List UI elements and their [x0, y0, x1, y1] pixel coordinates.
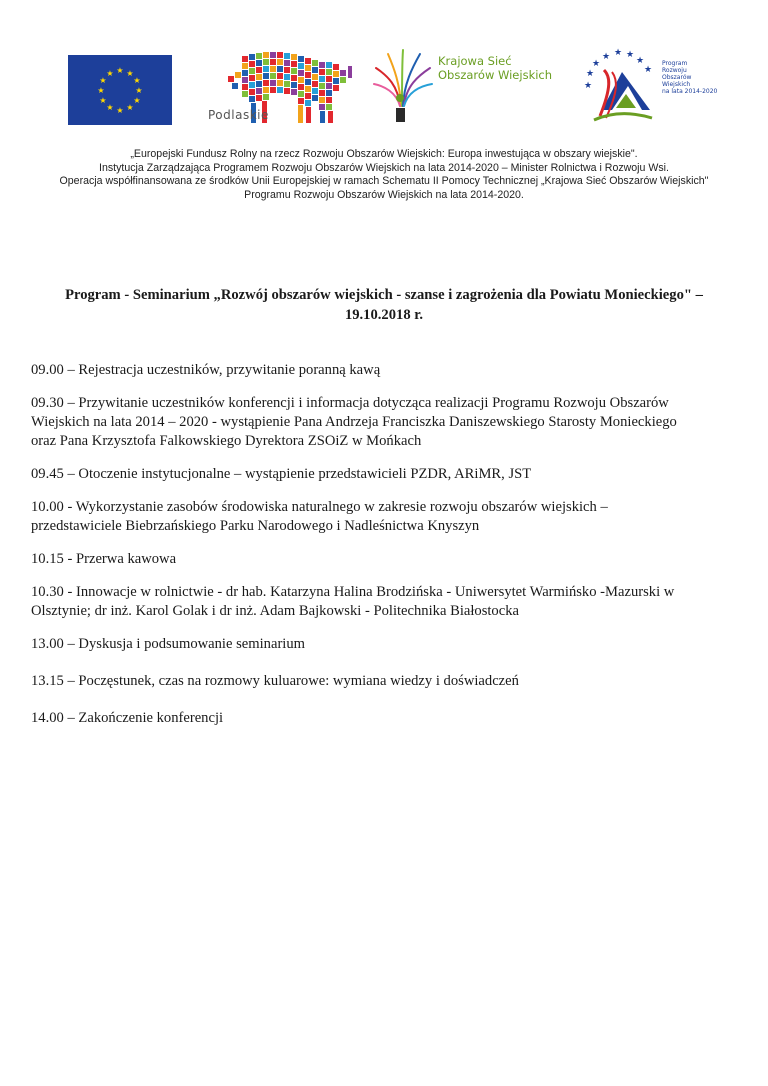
ksow-line-1: Krajowa Sieć	[438, 54, 512, 68]
podlaskie-label: Podlaskie	[208, 108, 269, 122]
document-title	[0, 285, 768, 325]
svg-text:★: ★	[583, 81, 593, 91]
ksow-tree-icon	[370, 46, 436, 130]
svg-text:★: ★	[106, 103, 114, 112]
funding-notice	[0, 148, 768, 202]
svg-text:★: ★	[585, 69, 595, 79]
svg-text:★: ★	[133, 96, 141, 105]
ksow-label	[438, 54, 552, 82]
agenda-item: 13.15 – Poczęstunek, czas na rozmowy kuluarowe: wymiana wiedzy i doświadczeń	[31, 673, 519, 689]
ksow-logo	[370, 46, 570, 130]
prow-line-5: na lata 2014-2020	[662, 88, 718, 95]
svg-text:★: ★	[126, 69, 134, 78]
agenda-item: 10.30 - Innowacje w rolnictwie - dr hab. Katarzyna Halina Brodzińska - Uniwersytet Warmińsko -Mazurski w Olsztynie; dr inż. Karol Golak i dr inż. Adam Bajkowski - Politechnika Białostocka	[31, 584, 675, 619]
agenda-list	[31, 361, 743, 728]
prow-line-2: Rozwoju	[662, 67, 687, 74]
svg-text:★: ★	[126, 103, 134, 112]
logo-bar	[0, 0, 768, 140]
funding-line-3: Operacja współfinansowana ze środków Unii Europejskiej w ramach Schematu II Pomocy Technicznej „Krajowa Sieć Obszarów Wiejskich"	[59, 175, 709, 187]
funding-line-2: Instytucja Zarządzająca Programem Rozwoju Obszarów Wiejskich na lata 2014-2020 – Minister Rolnictwa i Rozwoju Wsi.	[99, 161, 669, 174]
prow-label	[662, 60, 717, 95]
ksow-line-2: Obszarów Wiejskich	[438, 68, 553, 82]
svg-text:★: ★	[116, 106, 124, 115]
prow-line-1: Program	[662, 60, 688, 67]
svg-text:★: ★	[643, 65, 653, 75]
agenda-item: 10.00 - Wykorzystanie zasobów środowiska naturalnego w zakresie rozwoju obszarów wiejskich – przedstawiciele Biebrzańskiego Parku Narodowego i Nadleśnictwa Knyszyn	[31, 499, 608, 534]
funding-line-4: Programu Rozwoju Obszarów Wiejskich na lata 2014-2020.	[244, 188, 524, 201]
svg-text:★: ★	[116, 66, 124, 75]
svg-text:★: ★	[625, 50, 635, 60]
agenda-item: 09.30 – Przywitanie uczestników konferencji i informacja dotycząca realizacji Programu Rozwoju Obszarów Wiejskich na lata 2014 – 2020 - wystąpienie Pana Andrzeja Franciszka Daniszewskiego Starosty Monieckiego oraz Pana Krzysztofa Falkowskiego Dyrektora ZSOiZ w Mońkach	[31, 395, 677, 449]
svg-text:★: ★	[97, 86, 105, 95]
svg-text:★: ★	[99, 76, 107, 85]
svg-text:★: ★	[601, 52, 611, 62]
svg-text:★: ★	[106, 69, 114, 78]
eu-flag-logo	[68, 55, 172, 125]
prow-emblem-icon	[582, 46, 662, 130]
agenda-item: 14.00 – Zakończenie konferencji	[31, 710, 224, 726]
prow-logo	[582, 46, 722, 130]
svg-text:★: ★	[635, 56, 645, 66]
agenda-item: 09.00 – Rejestracja uczestników, przywitanie poranną kawą	[31, 362, 381, 378]
svg-text:★: ★	[99, 96, 107, 105]
title-line-2: 19.10.2018 r.	[344, 307, 424, 323]
svg-text:★: ★	[135, 86, 143, 95]
eu-stars-icon	[68, 55, 172, 125]
svg-text:★: ★	[613, 48, 623, 58]
funding-line-1: „Europejski Fundusz Rolny na rzecz Rozwoju Obszarów Wiejskich: Europa inwestująca w obszary wiejskie".	[130, 148, 638, 160]
podlaskie-logo	[202, 46, 360, 130]
prow-line-4: Wiejskich	[662, 81, 691, 88]
svg-text:★: ★	[591, 59, 601, 69]
svg-text:★: ★	[133, 76, 141, 85]
title-line-1: Program - Seminarium „Rozwój obszarów wiejskich - szanse i zagrożenia dla Powiatu Monieckiego" –	[65, 287, 703, 303]
prow-line-3: Obszarów	[662, 74, 692, 81]
agenda-item: 09.45 – Otoczenie instytucjonalne – wystąpienie przedstawicieli PZDR, ARiMR, JST	[31, 466, 532, 482]
agenda-item: 13.00 – Dyskusja i podsumowanie seminarium	[31, 636, 306, 652]
agenda-item: 10.15 - Przerwa kawowa	[31, 551, 177, 567]
